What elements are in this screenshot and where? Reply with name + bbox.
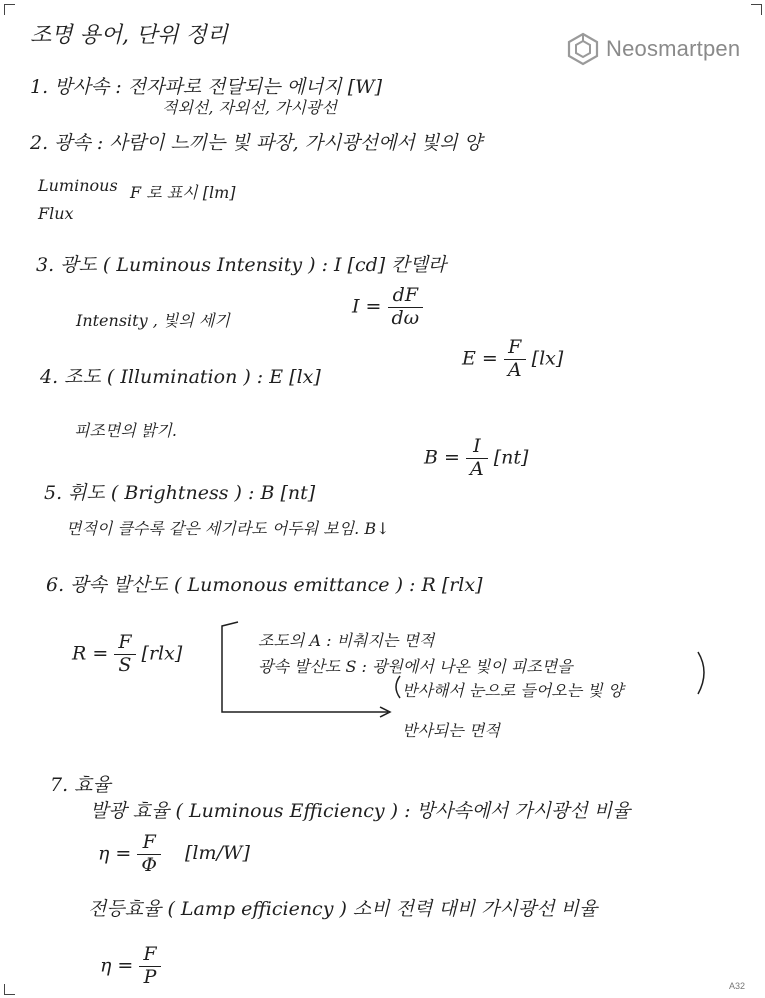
- item-3-numerator: dF: [388, 285, 424, 308]
- item-1-sub: 적외선, 자외선, 가시광선: [162, 98, 337, 117]
- item-2-heading: 2. 광속 : 사람이 느끼는 빛 파장, 가시광선에서 빛의 양: [30, 132, 483, 154]
- item-4-sub: 피조면의 밝기.: [74, 421, 177, 440]
- item-1-heading: 1. 방사속 : 전자파로 전달되는 에너지 [W]: [30, 76, 383, 98]
- item-3-sub: Intensity , 빛의 세기: [76, 311, 230, 330]
- item-6-arrow-label: 반사되는 면적: [402, 721, 500, 740]
- item-6-numerator: F: [114, 632, 135, 655]
- item-6-box-line-3: 반사해서 눈으로 들어오는 빛 양: [402, 681, 624, 700]
- item-6-denominator: S: [118, 653, 132, 676]
- item-7-numerator-2: F: [139, 944, 160, 967]
- item-7-fraction-1: [137, 832, 161, 877]
- item-6-formula-lhs: R =: [72, 642, 109, 665]
- item-3-denominator: dω: [391, 306, 420, 329]
- item-7-formula-1: [98, 832, 250, 877]
- item-7-line-1: 발광 효율 ( Luminous Efficiency ) : 방사속에서 가시광선 비율: [90, 800, 631, 822]
- item-4-heading: 4. 조도 ( Illumination ) : E [lx]: [40, 366, 321, 388]
- item-7-denominator-2: P: [143, 965, 157, 988]
- item-7-denominator-1: Φ: [141, 853, 157, 876]
- item-2-sub-b: F 로 표시 [lm]: [130, 183, 236, 202]
- item-2-sub-c: Flux: [38, 204, 74, 223]
- item-7-numerator-1: F: [137, 832, 161, 855]
- item-7-heading: 7. 효율: [50, 774, 111, 796]
- item-4-denominator: A: [507, 358, 522, 381]
- item-2-sub-a: Luminous: [38, 176, 118, 195]
- item-6-heading: 6. 광속 발산도 ( Lumonous emittance ) : R [rlx]: [46, 574, 483, 596]
- item-6-box-line-1: 조도의 A : 비춰지는 면적: [258, 631, 435, 650]
- item-5-heading: 5. 휘도 ( Brightness ) : B [nt]: [44, 482, 316, 504]
- item-3-heading: 3. 광도 ( Luminous Intensity ) : I [cd] 칸델라: [36, 254, 447, 276]
- item-6-paren-left: [396, 676, 400, 698]
- item-5-sub: 면적이 클수록 같은 세기라도 어두워 보임. B↓: [66, 519, 390, 538]
- item-7-formula-2-lhs: η =: [100, 954, 134, 977]
- item-5-numerator: I: [466, 436, 488, 459]
- item-4-formula-unit: [lx]: [531, 347, 564, 370]
- item-7-fraction-2: [139, 944, 160, 989]
- item-7-formula-2: [100, 944, 161, 989]
- page-title: 조명 용어, 단위 정리: [30, 23, 228, 48]
- item-5-formula-lhs: B =: [424, 446, 460, 469]
- item-7-formula-1-lhs: η =: [98, 842, 132, 865]
- item-6-formula-unit: [rlx]: [141, 642, 183, 665]
- item-5-denominator: A: [469, 457, 484, 480]
- item-4-formula-lhs: E =: [462, 347, 498, 370]
- item-5-formula-unit: [nt]: [493, 446, 529, 469]
- item-6-box-line-2: 광속 발산도 S : 광원에서 나온 빛이 피조면을: [258, 657, 573, 676]
- item-3-formula-lhs: I =: [352, 295, 382, 318]
- item-7-formula-1-unit: [lm/W]: [185, 842, 250, 865]
- item-7-line-2: 전등효율 ( Lamp efficiency ) 소비 전력 대비 가시광선 비율: [88, 898, 598, 920]
- item-6-bracket-line: [222, 622, 388, 712]
- brand-name: Neosmartpen: [606, 36, 741, 61]
- page-number: A32: [729, 981, 746, 991]
- item-4-numerator: F: [504, 337, 526, 360]
- item-6-paren-right: [698, 652, 704, 694]
